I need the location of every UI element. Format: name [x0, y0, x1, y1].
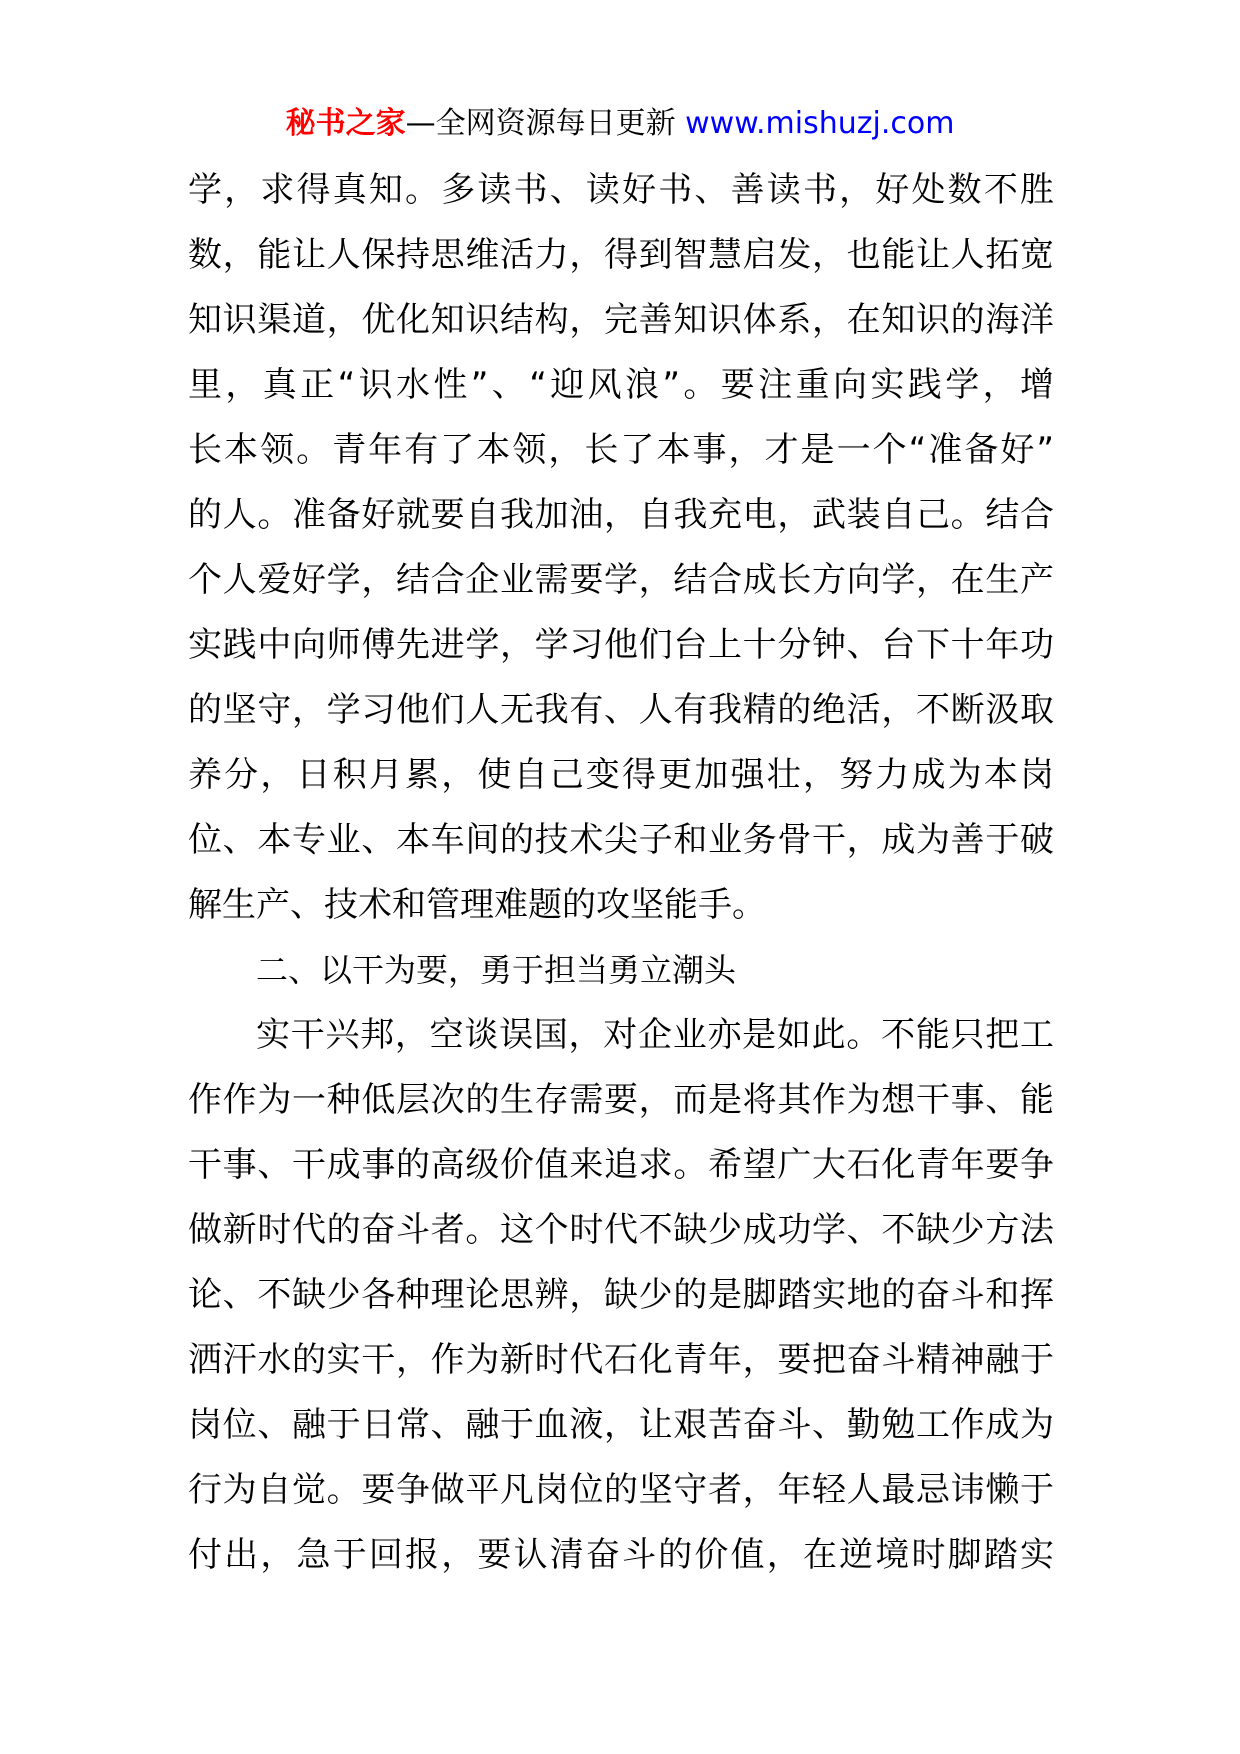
- text-line: 的坚守，学习他们人无我有、人有我精的绝活，不断汲取: [188, 690, 1054, 730]
- text-line: 洒汗水的实干，作为新时代石化青年，要把奋斗精神融于: [188, 1340, 1054, 1380]
- site-header: [0, 104, 1240, 144]
- text-line: 位、本专业、本车间的技术尖子和业务骨干，成为善于破: [188, 820, 1054, 860]
- text-line: 作作为一种低层次的生存需要，而是将其作为想干事、能: [188, 1080, 1054, 1120]
- paragraph-1: [188, 158, 1054, 938]
- text-line: 干事、干成事的高级价值来追求。希望广大石化青年要争: [188, 1145, 1054, 1185]
- text-line: 做新时代的奋斗者。这个时代不缺少成功学、不缺少方法: [188, 1210, 1054, 1250]
- header-tagline: —全网资源每日更新: [405, 106, 676, 141]
- text-line: 的人。准备好就要自我加油，自我充电，武装自己。结合: [188, 495, 1054, 535]
- text-line: 实践中向师傅先进学，学习他们台上十分钟、台下十年功: [188, 625, 1054, 665]
- section-heading: 二、以干为要，勇于担当勇立潮头: [256, 951, 737, 989]
- document-body: [188, 158, 1054, 1588]
- text-line: 知识渠道，优化知识结构，完善知识体系，在知识的海洋: [188, 300, 1054, 340]
- text-line: 岗位、融于日常、融于血液，让艰苦奋斗、勤勉工作成为: [188, 1405, 1054, 1445]
- text-line: 学，求得真知。多读书、读好书、善读书，好处数不胜: [188, 170, 1054, 210]
- text-line: 养分，日积月累，使自己变得更加强壮，努力成为本岗: [188, 755, 1054, 795]
- paragraph-2: [188, 1003, 1054, 1588]
- text-line: 个人爱好学，结合企业需要学，结合成长方向学，在生产: [188, 560, 1054, 600]
- text-line: 里，真正“识水性”、“迎风浪”。要注重向实践学，增: [188, 365, 1054, 405]
- text-line: 长本领。青年有了本领，长了本事，才是一个“准备好”: [188, 430, 1054, 470]
- text-line: 论、不缺少各种理论思辨，缺少的是脚踏实地的奋斗和挥: [188, 1275, 1054, 1315]
- text-line: 解生产、技术和管理难题的攻坚能手。: [188, 885, 766, 925]
- text-line: 付出，急于回报，要认清奋斗的价值，在逆境时脚踏实: [188, 1535, 1054, 1575]
- text-line: 数，能让人保持思维活力，得到智慧启发，也能让人拓宽: [188, 235, 1054, 275]
- brand-name: 秘书之家: [285, 106, 406, 141]
- text-line: 实干兴邦，空谈误国，对企业亦是如此。不能只把工: [256, 1015, 1054, 1055]
- text-line: 行为自觉。要争做平凡岗位的坚守者，年轻人最忌讳懒于: [188, 1470, 1054, 1510]
- site-url-link[interactable]: www.mishuzj.com: [685, 106, 955, 141]
